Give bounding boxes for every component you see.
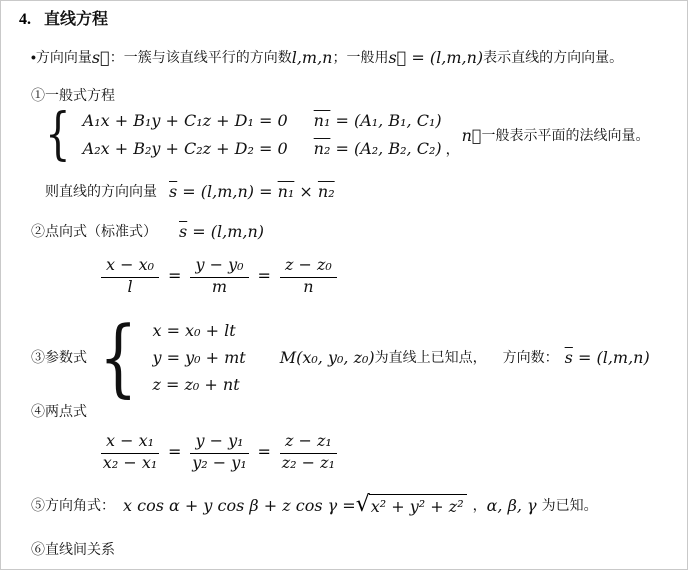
direction-angle-line [31, 494, 598, 516]
equals-sign: = [257, 266, 271, 285]
normal-vectors [314, 107, 442, 163]
fraction-y: $\frac{\text{y − y₀}}{m}$ [190, 255, 248, 296]
direction-angle-label: ⑤方向角式： [31, 496, 115, 513]
general-form-heading: ①一般式方程 [31, 87, 115, 103]
angle-comma: ， [472, 496, 487, 513]
point-direction-s: $\overline{s} = (l,m,n)$ [179, 221, 265, 241]
fraction-x: $\frac{\text{x − x₁}}{\text{x₂ − x₁}}$ [102, 431, 158, 472]
section-title-text: 直线方程 [44, 11, 109, 28]
equals-sign: = [168, 442, 182, 461]
fraction-y: $\frac{\text{y − y₁}}{\text{y₂ − y₁}}$ [192, 431, 247, 472]
left-brace: { [45, 102, 71, 167]
two-point-fractions [101, 431, 337, 472]
direction-vector-result [45, 181, 335, 201]
dv-seg2: ：一簇与该直线平行的方向数 [109, 49, 292, 65]
radicand: x² + y² + z² [369, 494, 467, 516]
left-brace: { [99, 308, 138, 406]
result-formula: $\overline{s} = (l,m,n) = n_1 \times n_2$ [169, 181, 335, 201]
known-point: M(x₀, y₀, z₀) [279, 347, 375, 367]
direction-numbers-s: $\overline{s} = (l,m,n)$ [564, 347, 650, 367]
general-form-system [45, 102, 650, 167]
dv-seg3: ；一般用 [332, 49, 389, 65]
dv-seg4: 表示直线的方向向量。 [483, 49, 624, 65]
plane-eq-2: A₂x + B₂y + C₂z + D₂ = 0 [82, 139, 288, 158]
parametric-eq-z: z = z₀ + nt [152, 374, 240, 394]
parametric-equations [152, 317, 245, 398]
normal-vector-2: n₂ = (A₂, B₂, C₂) [313, 139, 442, 158]
two-point-heading: ④两点式 [31, 403, 87, 419]
parametric-eq-y: y = y₀ + mt [152, 347, 246, 367]
parametric-label: ③参数式 [31, 348, 87, 365]
parametric-block [31, 308, 650, 406]
fraction-x: $\frac{\text{x − x₀}}{l}$ [101, 255, 159, 296]
known-point-note: 为直线上已知点， [374, 348, 487, 365]
point-direction-heading [31, 221, 264, 241]
system-comma: ， [445, 140, 460, 157]
lmn-symbols: l,m,n [291, 47, 333, 67]
point-direction-fractions [101, 255, 337, 296]
bullet-icon: • [31, 49, 36, 65]
plane-eq-1: A₁x + B₁y + C₁z + D₁ = 0 [82, 111, 288, 130]
parametric-eq-x: x = x₀ + lt [152, 320, 236, 340]
radical-sign: √ [355, 492, 370, 517]
direction-vector-line [31, 47, 623, 67]
direction-numbers-label: 方向数： [502, 348, 559, 365]
normal-vector-1: n₁ = (A₁, B₁, C₁) [313, 111, 442, 130]
plane-equations [83, 107, 288, 163]
dv-seg1: 方向向量 [35, 49, 92, 65]
fraction-z: $\frac{\text{z − z₁}}{\text{z₂ − z₁}}$ [281, 431, 335, 472]
known-note: 为已知。 [541, 496, 598, 513]
angle-symbols: α, β, γ [486, 495, 537, 515]
section-title [19, 8, 108, 31]
section-number: 4. [19, 11, 31, 28]
point-direction-label: ②点向式（标准式） [31, 223, 157, 239]
square-root [356, 494, 467, 516]
line-relation-heading: ⑥直线间关系 [31, 541, 115, 557]
equals-sign: = [257, 442, 271, 461]
normal-note-text: 一般表示平面的法线向量。 [481, 126, 650, 143]
s-vector: s⃗ [91, 47, 110, 67]
normal-note-symbol: n⃗ [461, 125, 482, 145]
direction-angle-lhs: x cos α + y cos β + z cos γ = [123, 495, 356, 515]
equals-sign: = [168, 266, 182, 285]
result-label: 则直线的方向向量 [45, 183, 157, 199]
s-vector-definition: s⃗ = (l,m,n) [388, 47, 484, 67]
fraction-z: $\frac{\text{z − z₀}}{n}$ [280, 255, 337, 296]
